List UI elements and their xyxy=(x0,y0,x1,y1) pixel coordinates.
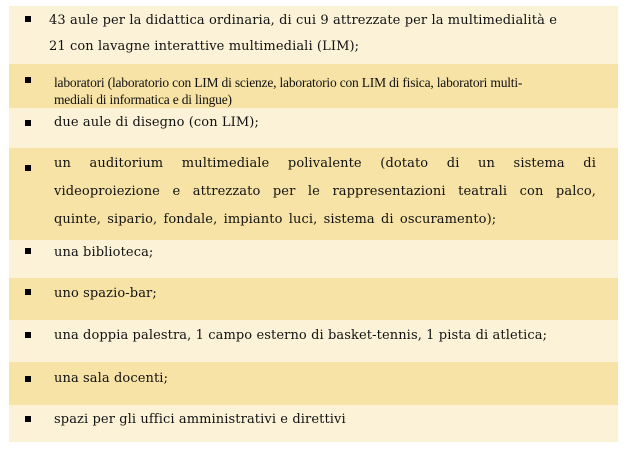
list-item-line: una doppia palestra, 1 campo esterno di basket-tennis, 1 pista di atletica; xyxy=(54,328,548,343)
list-item-line: laboratori (laboratorio con LIM di scienze, laboratorio con LIM di fisica, laboratori multi- xyxy=(54,75,523,90)
bullet-icon xyxy=(25,248,31,254)
list-item xyxy=(9,64,618,108)
list-item xyxy=(9,240,618,278)
list-item xyxy=(9,320,618,362)
list-item xyxy=(9,148,618,240)
list-item-line: uno spazio-bar; xyxy=(54,286,157,301)
list-item xyxy=(9,108,618,148)
list-item-text xyxy=(54,323,596,349)
list-item-text xyxy=(54,407,596,433)
list-item-line: un auditorium multimediale polivalente (dotato di un sistema di xyxy=(54,156,596,171)
list-item-text xyxy=(49,8,596,60)
list-item-text xyxy=(54,74,596,108)
bullet-icon xyxy=(25,120,31,126)
bullet-icon xyxy=(25,165,31,171)
list-item xyxy=(9,405,618,442)
list-item-line: 43 aule per la didattica ordinaria, di cui 9 attrezzate per la multimedialità e xyxy=(49,13,558,28)
list-item-text xyxy=(54,366,596,392)
list-item-line: quinte, sipario, fondale, impianto luci, sistema di oscuramento); xyxy=(54,212,497,227)
bullet-icon xyxy=(25,77,31,83)
bullet-icon xyxy=(25,289,31,295)
list-item xyxy=(9,362,618,405)
list-item-line: una sala docenti; xyxy=(54,371,169,386)
bullet-icon xyxy=(25,332,31,338)
bullet-icon xyxy=(25,376,31,382)
list-item xyxy=(9,6,618,64)
list-item-line: 21 con lavagne interattive multimediali (LIM); xyxy=(49,39,360,54)
bullet-icon xyxy=(25,16,31,22)
bullet-icon xyxy=(25,416,31,422)
list-item-text xyxy=(54,240,596,266)
list-item-line: una biblioteca; xyxy=(54,245,154,260)
list-item-text xyxy=(54,110,596,136)
list-item-text xyxy=(54,150,596,234)
list-item-text xyxy=(54,281,596,307)
list-item-line: due aule di disegno (con LIM); xyxy=(54,115,259,130)
list-item-line: videoproiezione e attrezzato per le rappresentazioni teatrali con palco, xyxy=(54,184,596,199)
list-item-line: spazi per gli uffici amministrativi e direttivi xyxy=(54,412,346,427)
list-item xyxy=(9,278,618,320)
list-item-line: mediali di informatica e di lingue) xyxy=(54,92,232,107)
facilities-list xyxy=(9,6,618,442)
